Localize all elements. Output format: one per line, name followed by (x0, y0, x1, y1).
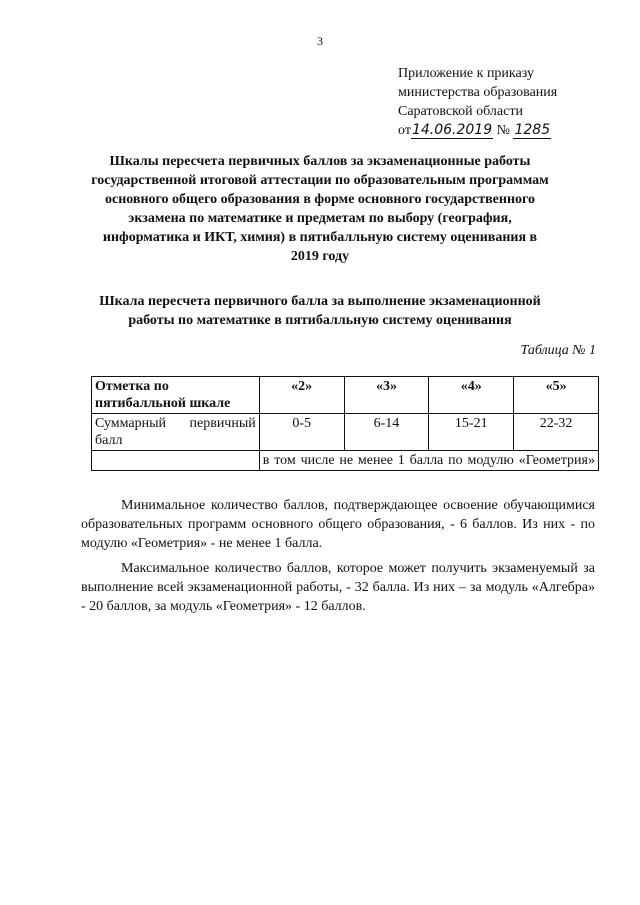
body-text (81, 496, 595, 622)
appendix-line-3: Саратовской области (398, 104, 523, 119)
table-row (92, 451, 599, 471)
handwritten-number: 1285 (514, 122, 551, 138)
grade-cell: «2» (259, 377, 344, 414)
order-reference (398, 121, 557, 140)
title-line-2: государственной итоговой аттестации по образовательным программам (91, 173, 549, 188)
appendix-block (398, 64, 557, 140)
appendix-line-1: Приложение к приказу (398, 66, 534, 81)
paragraph-maximum-score: Максимальное количество баллов, которое может получить экзаменуемый за выполнение всей экзаменационной работы, - 32 балла. Из них – за модуль «Алгебра» - 20 баллов, за модуль «Геометрия» - 12 баллов. (81, 561, 595, 614)
page-number: 3 (317, 34, 323, 48)
row-label-cell: Суммарный первичный балл (92, 414, 260, 451)
range-cell: 22-32 (514, 414, 599, 451)
range-cell: 6-14 (344, 414, 429, 451)
title-line-4: экзамена по математике и предметам по выбору (география, (128, 211, 512, 226)
date-prefix: от (398, 123, 411, 138)
range-cell: 15-21 (429, 414, 514, 451)
title-line-3: основного общего образования в форме основного государственного (104, 192, 536, 207)
appendix-line-2: министерства образования (398, 85, 558, 100)
conversion-table (91, 376, 599, 471)
number-prefix: № (496, 123, 510, 138)
paragraph-minimum-score: Минимальное количество баллов, подтверждающее освоение обучающимися образовательных программ основного общего образования, - 6 баллов. Из них - по модулю «Геометрия» - не менее 1 балла. (81, 498, 595, 551)
title-line-6: 2019 году (290, 249, 350, 264)
grade-cell: «5» (514, 377, 599, 414)
table-caption: Таблица № 1 (520, 343, 596, 358)
header-label-cell: Отметка по пятибалльной шкале (92, 377, 260, 414)
range-cell: 0-5 (259, 414, 344, 451)
subtitle-line-1: Шкала пересчета первичного балла за выполнение экзаменационной (99, 294, 541, 309)
grade-cell: «4» (429, 377, 514, 414)
document-title (60, 152, 580, 266)
handwritten-date: 14.06.2019 (411, 122, 493, 138)
subtitle-line-2: работы по математике в пятибалльную систему оценивания (128, 313, 512, 328)
note-cell: в том числе не менее 1 балла по модулю «Геометрия» (259, 451, 598, 471)
table-row (92, 377, 599, 414)
empty-cell (92, 451, 260, 471)
grade-cell: «3» (344, 377, 429, 414)
section-title (60, 292, 580, 330)
title-line-5: информатика и ИКТ, химия) в пятибалльную систему оценивания в (102, 230, 538, 245)
table-row (92, 414, 599, 451)
title-line-1: Шкалы пересчета первичных баллов за экзаменационные работы (109, 154, 531, 169)
